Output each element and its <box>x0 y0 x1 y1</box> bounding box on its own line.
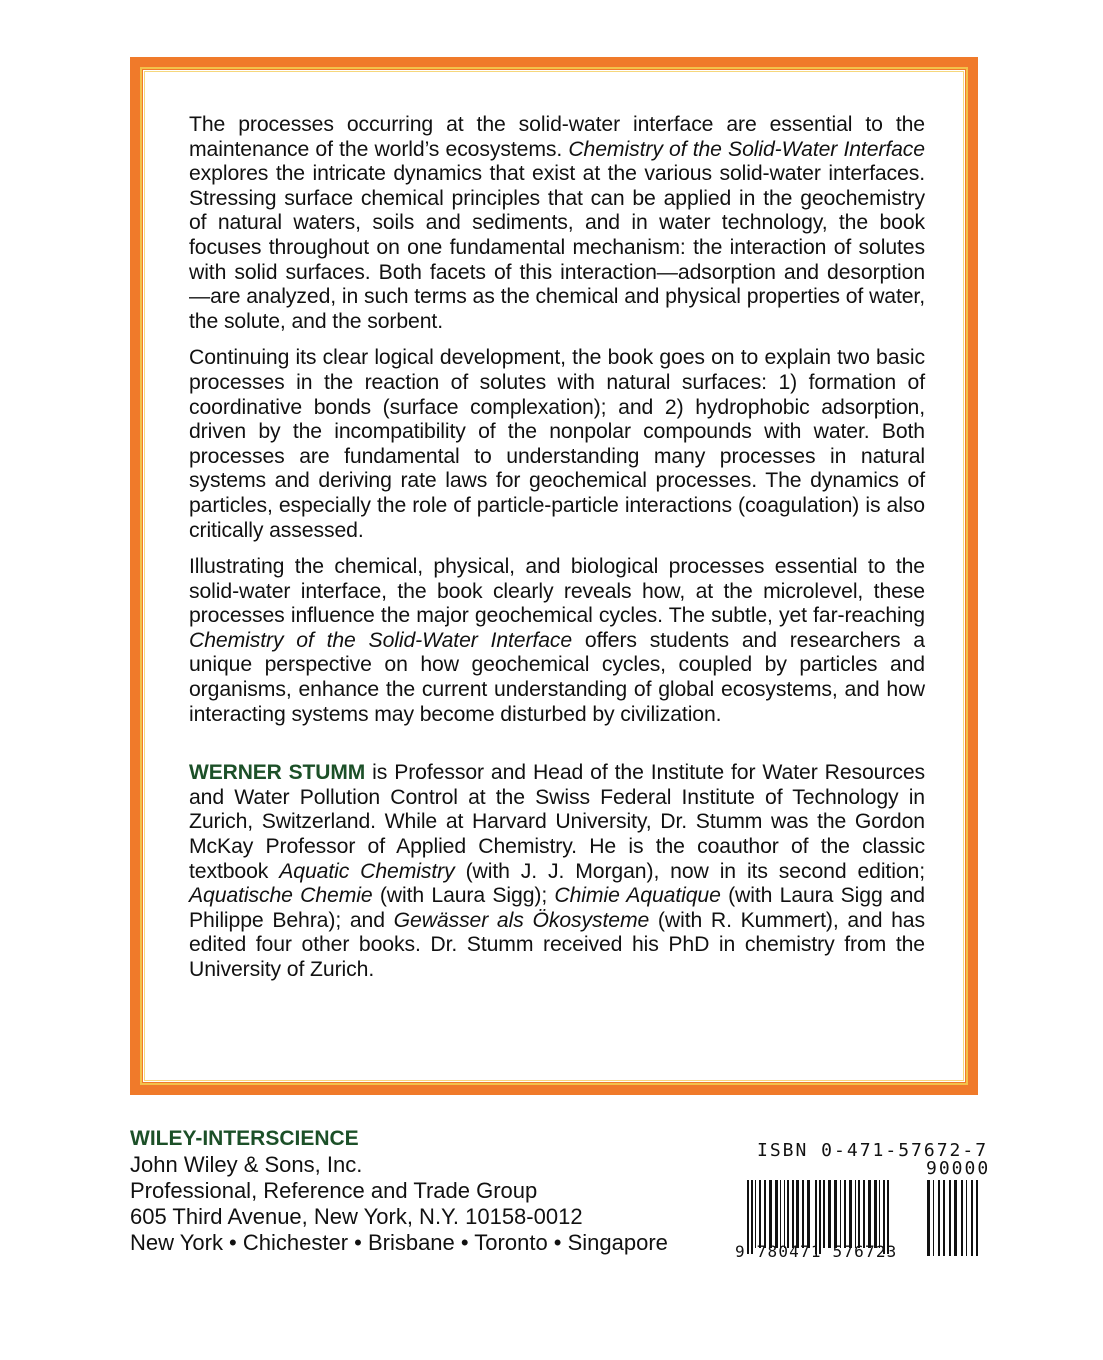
barcode-bar <box>802 1180 804 1248</box>
publisher-imprint: WILEY-INTERSCIENCE <box>130 1127 359 1150</box>
barcode-bar <box>868 1180 871 1248</box>
barcode-bar <box>828 1180 831 1248</box>
barcode-bar <box>855 1180 856 1248</box>
barcode-bar <box>938 1180 940 1256</box>
isbn-number: ISBN 0-471-57672-7 <box>757 1140 989 1161</box>
barcode-bar <box>807 1180 810 1248</box>
book-title: Aquatic Chemistry <box>279 859 455 883</box>
barcode-bar <box>971 1180 973 1256</box>
barcode-bar <box>849 1180 852 1248</box>
book-title: Chimie Aquatique <box>554 884 721 908</box>
barcode-bar <box>755 1180 756 1248</box>
book-title: Gewässer als Ökosysteme <box>393 908 650 932</box>
barcode-bar <box>943 1180 945 1256</box>
author-name: WERNER STUMM <box>189 761 366 785</box>
book-title: Chemistry of the Solid-Water Interface <box>189 628 573 652</box>
barcode-bar <box>787 1180 789 1248</box>
author-bio: WERNER STUMM is Professor and Head of the Institute for Water Resources and Water Pollution Control at the Swiss Federal Institute of Technology in Zurich, Switzerland. While at Harvard University, Dr. Stumm was the Gordon McKay Professor of Applied Chemistry. He is the coauthor of the classic textbook Aquatic Chemistry (with J. J. Morgan), now in its second edition; Aquatische Chemie (with Laura Sigg); Chimie Aquatique (with Laura Sigg and Philippe Behra); and Gewässer als Ökosysteme (with R. Kummert), and has edited four other books. Dr. Stumm received his PhD in chemistry from the University of Zurich. <box>189 761 925 981</box>
barcode-bar <box>784 1180 785 1248</box>
price-code: 90000 <box>926 1158 991 1179</box>
barcode-bar <box>840 1180 841 1248</box>
barcode-bar <box>954 1180 957 1256</box>
barcode-bar <box>775 1180 778 1248</box>
barcode-bar <box>796 1180 799 1248</box>
publisher-group: Professional, Reference and Trade Group <box>130 1178 538 1203</box>
barcode-bar <box>792 1180 794 1248</box>
barcode-bar <box>966 1180 967 1256</box>
publisher-cities: New York • Chichester • Brisbane • Toronto • Singapore <box>130 1230 668 1255</box>
barcode-bar <box>927 1180 930 1256</box>
publisher-company: John Wiley & Sons, Inc. <box>130 1152 363 1177</box>
barcode-bar <box>933 1180 934 1256</box>
barcode-bar <box>834 1180 837 1248</box>
back-cover-description <box>189 113 925 995</box>
barcode-bar <box>823 1180 825 1248</box>
publisher-address: 605 Third Avenue, New York, N.Y. 10158-0012 <box>130 1204 583 1229</box>
barcode-bar <box>961 1180 963 1256</box>
description-paragraph-3: Illustrating the chemical, physical, and biological processes essential to the solid-water interface, the book clearly reveals how, at the microlevel, these processes influence the major geochemical cycles. The subtle, yet far-reaching Chemistry of the Solid-Water Interface offers students and researchers a unique perspective on how geochemical cycles, coupled by particles and organisms, enhance the current understanding of global ecosystems, and how interacting systems may become disturbed by civilization. <box>189 555 925 726</box>
barcode-bar <box>780 1180 781 1248</box>
barcode-bar <box>879 1180 880 1248</box>
barcode-bar <box>764 1180 766 1248</box>
barcode-bar <box>949 1180 951 1256</box>
barcode-bar <box>769 1180 772 1248</box>
publisher-info <box>130 1126 730 1256</box>
barcode-bar <box>874 1180 877 1248</box>
isbn-barcode <box>735 1140 1005 1260</box>
barcode-bar <box>844 1180 846 1248</box>
barcode-bar <box>863 1180 865 1248</box>
barcode-bar <box>976 1180 978 1256</box>
barcode-bar <box>858 1180 860 1248</box>
barcode-bar <box>759 1180 761 1248</box>
ean-digits: 9 780471 576723 <box>735 1242 898 1261</box>
description-paragraph-1: The processes occurring at the solid-water interface are essential to the maintenance of the world’s ecosystems. Chemistry of the Solid-Water Interface explores the intricate dynamics that exist at the various solid-water interfaces. Stressing surface chemical principles that can be applied in the geochemistry of natural waters, soils and sediments, and in water technology, the book focuses throughout on one fundamental mechanism: the interaction of solutes with solid surfaces. Both facets of this interaction—adsorption and desorption—are analyzed, in such terms as the chemical and physical properties of water, the solute, and the sorbent. <box>189 113 925 333</box>
book-title: Aquatische Chemie <box>189 884 373 908</box>
book-title: Chemistry of the Solid-Water Interface <box>568 137 925 161</box>
description-paragraph-2: Continuing its clear logical development, the book goes on to explain two basic processes in the reaction of solutes with natural surfaces: 1) formation of coordinative bonds (surface complexation); and 2) hydrophobic adsorption, driven by the incompatibility of the nonpolar compounds with water. Both processes are fundamental to understanding many processes in natural systems and deriving rate laws for geochemical processes. The dynamics of particles, especially the role of particle-particle interactions (coagulation) is also critically assessed. <box>189 346 925 542</box>
